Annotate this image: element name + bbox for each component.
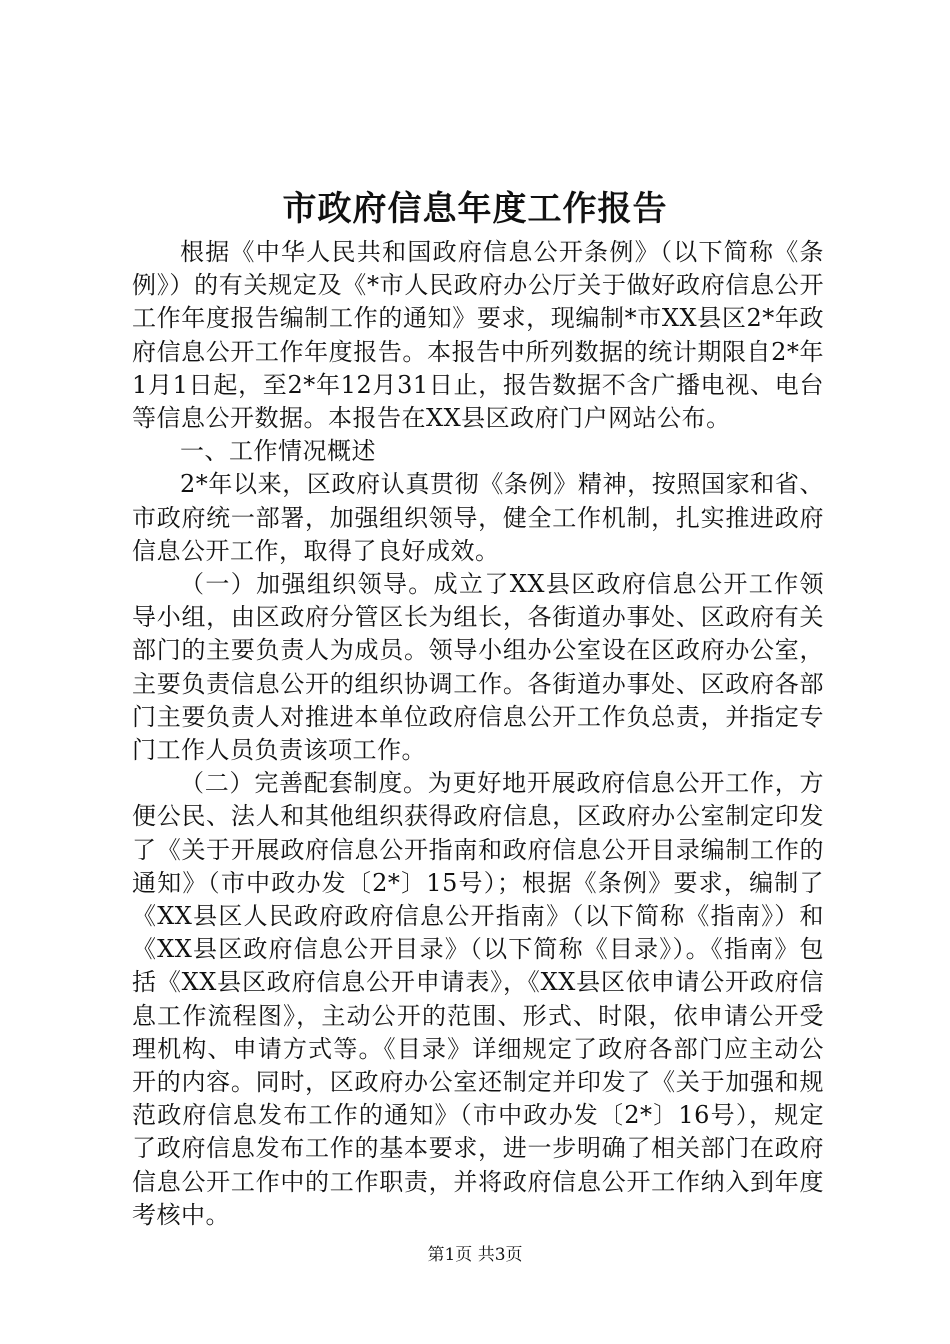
organization-paragraph: （一）加强组织领导。成立了XX县区政府信息公开工作领导小组，由区政府分管区长为组长，各街道办事处、区政府有关部门的主要负责人为成员。领导小组办公室设在区政府办公室，主要负责信息公开的组织协调工作。各街道办事处、区政府各部门主要负责人对推进本单位政府信息公开工作负总责，并指定专门工作人员负责该项工作。 [132, 570, 824, 765]
intro-paragraph: 根据《中华人民共和国政府信息公开条例》（以下简称《条例》）的有关规定及《*市人民政府办公厅关于做好政府信息公开工作年度报告编制工作的通知》要求，现编制*市XX县区2*年政府信息公开工作年度报告。本报告中所列数据的统计期限自2*年1月1日起，至2*年12月31日止，报告数据不含广播电视、电台等信息公开数据。本报告在XX县区政府门户网站公布。 [132, 238, 824, 433]
system-paragraph: （二）完善配套制度。为更好地开展政府信息公开工作，方便公民、法人和其他组织获得政府信息，区政府办公室制定印发了《关于开展政府信息公开指南和政府信息公开目录编制工作的通知》（市中政办发〔2*〕15号）；根据《条例》要求，编制了《XX县区人民政府政府信息公开指南》（以下简称《指南》）和《XX县区政府信息公开目录》（以下简称《目录》）。《指南》包括《XX县区政府信息公开申请表》，《XX县区依申请公开政府信息工作流程图》，主动公开的范围、形式、时限，依申请公开受理机构、申请方式等。《目录》详细规定了政府各部门应主动公开的内容。同时，区政府办公室还制定并印发了《关于加强和规范政府信息发布工作的通知》（市中政办发〔2*〕16号），规定了政府信息发布工作的基本要求，进一步明确了相关部门在政府信息公开工作中的工作职责，并将政府信息公开工作纳入到年度考核中。 [132, 769, 824, 1229]
overview-paragraph: 2*年以来，区政府认真贯彻《条例》精神，按照国家和省、市政府统一部署，加强组织领导，健全工作机制，扎实推进政府信息公开工作，取得了良好成效。 [132, 470, 824, 565]
document-title: 市政府信息年度工作报告 [282, 189, 668, 229]
section-heading-overview: 一、工作情况概述 [180, 437, 376, 466]
page-footer: 第1页 共3页 [427, 1245, 523, 1265]
document-body [132, 236, 824, 1232]
